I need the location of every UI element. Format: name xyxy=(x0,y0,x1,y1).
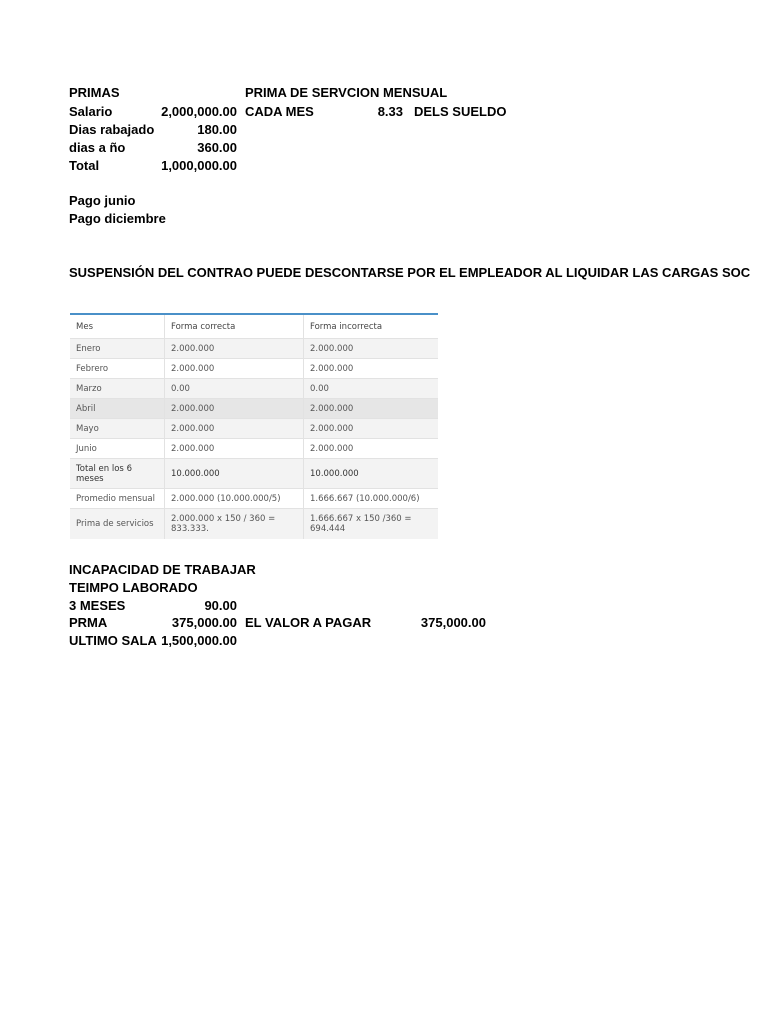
prima-servicio-heading: PRIMA DE SERVCION MENSUAL xyxy=(245,85,448,100)
table-cell: 10.000.000 xyxy=(310,468,359,479)
prma-label: PRMA xyxy=(69,615,108,630)
table-cell: 2.000.000 (10.000.000/5) xyxy=(165,489,304,508)
table-cell: Mayo xyxy=(70,419,165,438)
table-cell: 2.000.000 xyxy=(165,419,304,438)
table-row xyxy=(70,419,438,439)
table-cell: 2.000.000 xyxy=(310,363,354,374)
table-cell: 2.000.000 xyxy=(310,443,354,454)
tres-meses-label: 3 MESES xyxy=(69,598,126,613)
dias-ano-value: 360.00 xyxy=(197,140,237,155)
table-cell: Prima de servicios xyxy=(70,509,165,539)
table-row xyxy=(70,339,438,359)
salario-label: Salario xyxy=(69,104,113,119)
table-row xyxy=(70,509,438,539)
dias-trabajado-value: 180.00 xyxy=(197,122,237,137)
table-cell: Promedio mensual xyxy=(70,489,165,508)
table-cell: Marzo xyxy=(70,379,165,398)
dias-ano-label: dias a ño xyxy=(69,140,126,155)
table-row xyxy=(70,359,438,379)
primas-heading: PRIMAS xyxy=(69,85,120,100)
table-header-row xyxy=(70,315,438,339)
table-cell: 2.000.000 xyxy=(310,343,354,354)
ultimo-salario-value: 1,500,000.00 xyxy=(161,633,237,648)
table-row xyxy=(70,399,438,419)
ultimo-salario-label: ULTIMO SALA xyxy=(69,633,157,648)
dias-trabajado-label: Dias rabajado xyxy=(69,122,155,137)
table-cell: 2.000.000 xyxy=(165,399,304,418)
comparison-table xyxy=(70,313,438,539)
table-cell: 1.666.667 x 150 /360 = 694.444 xyxy=(310,514,412,534)
valor-a-pagar-label: EL VALOR A PAGAR xyxy=(245,615,372,630)
table-cell: 0.00 xyxy=(310,383,329,394)
prma-value: 375,000.00 xyxy=(171,615,237,630)
table-cell: 2.000.000 xyxy=(165,439,304,458)
table-header-forma-incorrecta: Forma incorrecta xyxy=(310,321,383,332)
table-cell: 1.666.667 (10.000.000/6) xyxy=(310,493,420,504)
total-value: 1,000,000.00 xyxy=(161,158,237,173)
table-cell: 2.000.000 xyxy=(165,359,304,378)
table-cell: 2.000.000 xyxy=(310,423,354,434)
table-cell: Febrero xyxy=(70,359,165,378)
cada-mes-value: 8.33 xyxy=(377,104,403,119)
suspension-note: SUSPENSIÓN DEL CONTRAO PUEDE DESCONTARSE POR EL EMPLEADOR AL LIQUIDAR LAS CARGAS SOC xyxy=(69,265,751,280)
table-cell: 2.000.000 xyxy=(165,339,304,358)
table-cell: 2.000.000 x 150 / 360 = 833.333. xyxy=(165,509,304,539)
table-cell: 10.000.000 xyxy=(165,459,304,488)
table-row xyxy=(70,439,438,459)
valor-a-pagar-value: 375,000.00 xyxy=(420,615,486,630)
table-cell: Junio xyxy=(70,439,165,458)
table-cell: 2.000.000 xyxy=(310,403,354,414)
table-header-forma-correcta: Forma correcta xyxy=(165,315,304,338)
table-header-mes: Mes xyxy=(70,315,165,338)
dels-sueldo-label: DELS SUELDO xyxy=(414,104,507,119)
table-row xyxy=(70,459,438,489)
total-label: Total xyxy=(69,158,100,173)
cada-mes-label: CADA MES xyxy=(245,104,314,119)
table-row xyxy=(70,489,438,509)
salario-value: 2,000,000.00 xyxy=(161,104,237,119)
pago-diciembre-label: Pago diciembre xyxy=(69,211,166,226)
table-row xyxy=(70,379,438,399)
tres-meses-value: 90.00 xyxy=(204,598,237,613)
table-cell: Total en los 6 meses xyxy=(70,459,165,488)
table-cell: Enero xyxy=(70,339,165,358)
table-cell: 0.00 xyxy=(165,379,304,398)
table-cell: Abril xyxy=(70,399,165,418)
tiempo-laborado-heading: TEIMPO LABORADO xyxy=(69,580,198,595)
incapacidad-heading: INCAPACIDAD DE TRABAJAR xyxy=(69,562,256,577)
pago-junio-label: Pago junio xyxy=(69,193,136,208)
